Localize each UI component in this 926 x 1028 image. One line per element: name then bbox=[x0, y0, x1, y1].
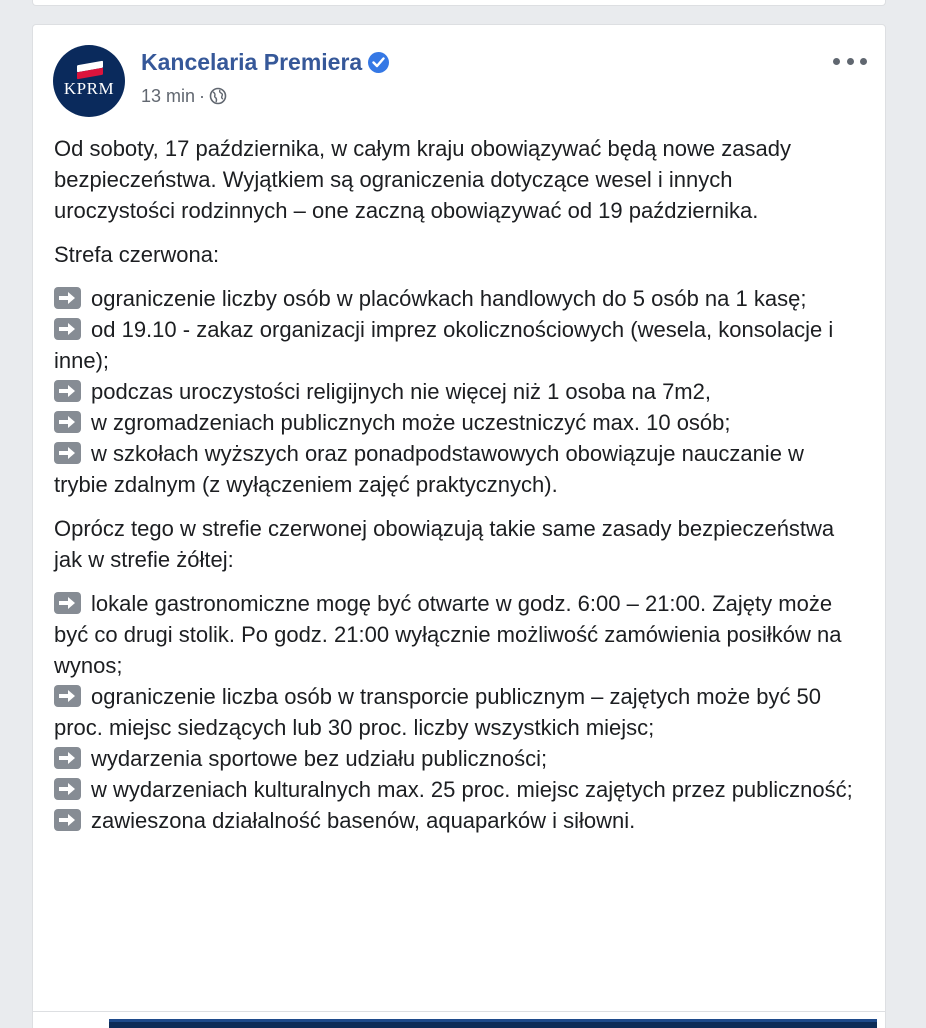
more-options-icon[interactable] bbox=[833, 51, 867, 71]
right-arrow-emoji-icon bbox=[54, 318, 81, 340]
list-item-text: w szkołach wyższych oraz ponadpodstawowych obowiązuje nauczanie w trybie zdalnym (z wyłączeniem zajęć praktycznych). bbox=[54, 441, 804, 497]
right-arrow-emoji-icon bbox=[54, 685, 81, 707]
post-card bbox=[32, 24, 886, 1028]
list-item-text: zawieszona działalność basenów, aquaparków i siłowni. bbox=[91, 808, 636, 833]
post-header bbox=[53, 45, 867, 115]
previous-post-card-edge bbox=[32, 0, 886, 6]
list-item-text: podczas uroczystości religijnych nie więcej niż 1 osoba na 7m2, bbox=[91, 379, 711, 404]
list-item bbox=[54, 681, 854, 743]
right-arrow-emoji-icon bbox=[54, 809, 81, 831]
media-divider bbox=[33, 1011, 885, 1012]
list-item-text: lokale gastronomiczne mogę być otwarte w godz. 6:00 – 21:00. Zajęty może być co drugi stolik. Po godz. 21:00 wyłącznie możliwość zamówienia posiłków na wynos; bbox=[54, 591, 842, 678]
red-zone-list bbox=[54, 283, 854, 500]
right-arrow-emoji-icon bbox=[54, 747, 81, 769]
list-item-text: w wydarzeniach kulturalnych max. 25 proc. miejsc zajętych przez publiczność; bbox=[91, 777, 853, 802]
post-text bbox=[54, 133, 854, 849]
list-item-text: wydarzenia sportowe bez udziału publiczności; bbox=[91, 746, 548, 771]
page-name-row bbox=[141, 47, 389, 77]
right-arrow-emoji-icon bbox=[54, 411, 81, 433]
more-dot bbox=[833, 58, 840, 65]
post-meta bbox=[141, 83, 227, 109]
list-item bbox=[54, 743, 854, 774]
yellow-zone-heading: Oprócz tego w strefie czerwonej obowiązują takie same zasady bezpieczeństwa jak w strefie żółtej: bbox=[54, 516, 835, 572]
list-item bbox=[54, 438, 854, 500]
globe-icon[interactable] bbox=[209, 87, 227, 105]
red-zone-heading: Strefa czerwona: bbox=[54, 242, 220, 267]
list-item bbox=[54, 774, 854, 805]
list-item bbox=[54, 283, 854, 314]
list-item-text: ograniczenie liczba osób w transporcie publicznym – zajętych może być 50 proc. miejsc siedzących lub 30 proc. liczby wszystkich miejsc; bbox=[54, 684, 822, 740]
list-item-text: ograniczenie liczby osób w placówkach handlowych do 5 osób na 1 kasę; bbox=[91, 286, 807, 311]
list-item-text: w zgromadzeniach publicznych może uczestniczyć max. 10 osób; bbox=[91, 410, 731, 435]
intro-paragraph: Od soboty, 17 października, w całym kraju obowiązywać będą nowe zasady bezpieczeństwa. Wyjątkiem są ograniczenia dotyczące wesel i innych uroczystości rodzinnych – one zaczną obowiązywać od 19 października. bbox=[54, 136, 791, 223]
list-item bbox=[54, 805, 854, 836]
scrollbar-track[interactable] bbox=[908, 0, 926, 1028]
more-dot bbox=[860, 58, 867, 65]
right-arrow-emoji-icon bbox=[54, 592, 81, 614]
page-avatar[interactable] bbox=[53, 45, 125, 117]
right-arrow-emoji-icon bbox=[54, 442, 81, 464]
more-dot bbox=[847, 58, 854, 65]
list-item bbox=[54, 314, 854, 376]
avatar-logo-text: KPRM bbox=[63, 79, 115, 98]
page-name-link[interactable]: Kancelaria Premiera bbox=[141, 48, 363, 75]
verified-badge-icon bbox=[368, 52, 389, 73]
list-item-text: od 19.10 - zakaz organizacji imprez okolicznościowych (wesela, konsolacje i inne); bbox=[54, 317, 834, 373]
right-arrow-emoji-icon bbox=[54, 287, 81, 309]
list-item bbox=[54, 407, 854, 438]
yellow-zone-list bbox=[54, 588, 854, 836]
list-item bbox=[54, 588, 854, 681]
right-arrow-emoji-icon bbox=[54, 778, 81, 800]
meta-separator: · bbox=[199, 85, 206, 106]
list-item bbox=[54, 376, 854, 407]
right-arrow-emoji-icon bbox=[54, 380, 81, 402]
attached-image-preview[interactable] bbox=[109, 1019, 877, 1028]
post-timestamp[interactable]: 13 min bbox=[141, 85, 196, 106]
